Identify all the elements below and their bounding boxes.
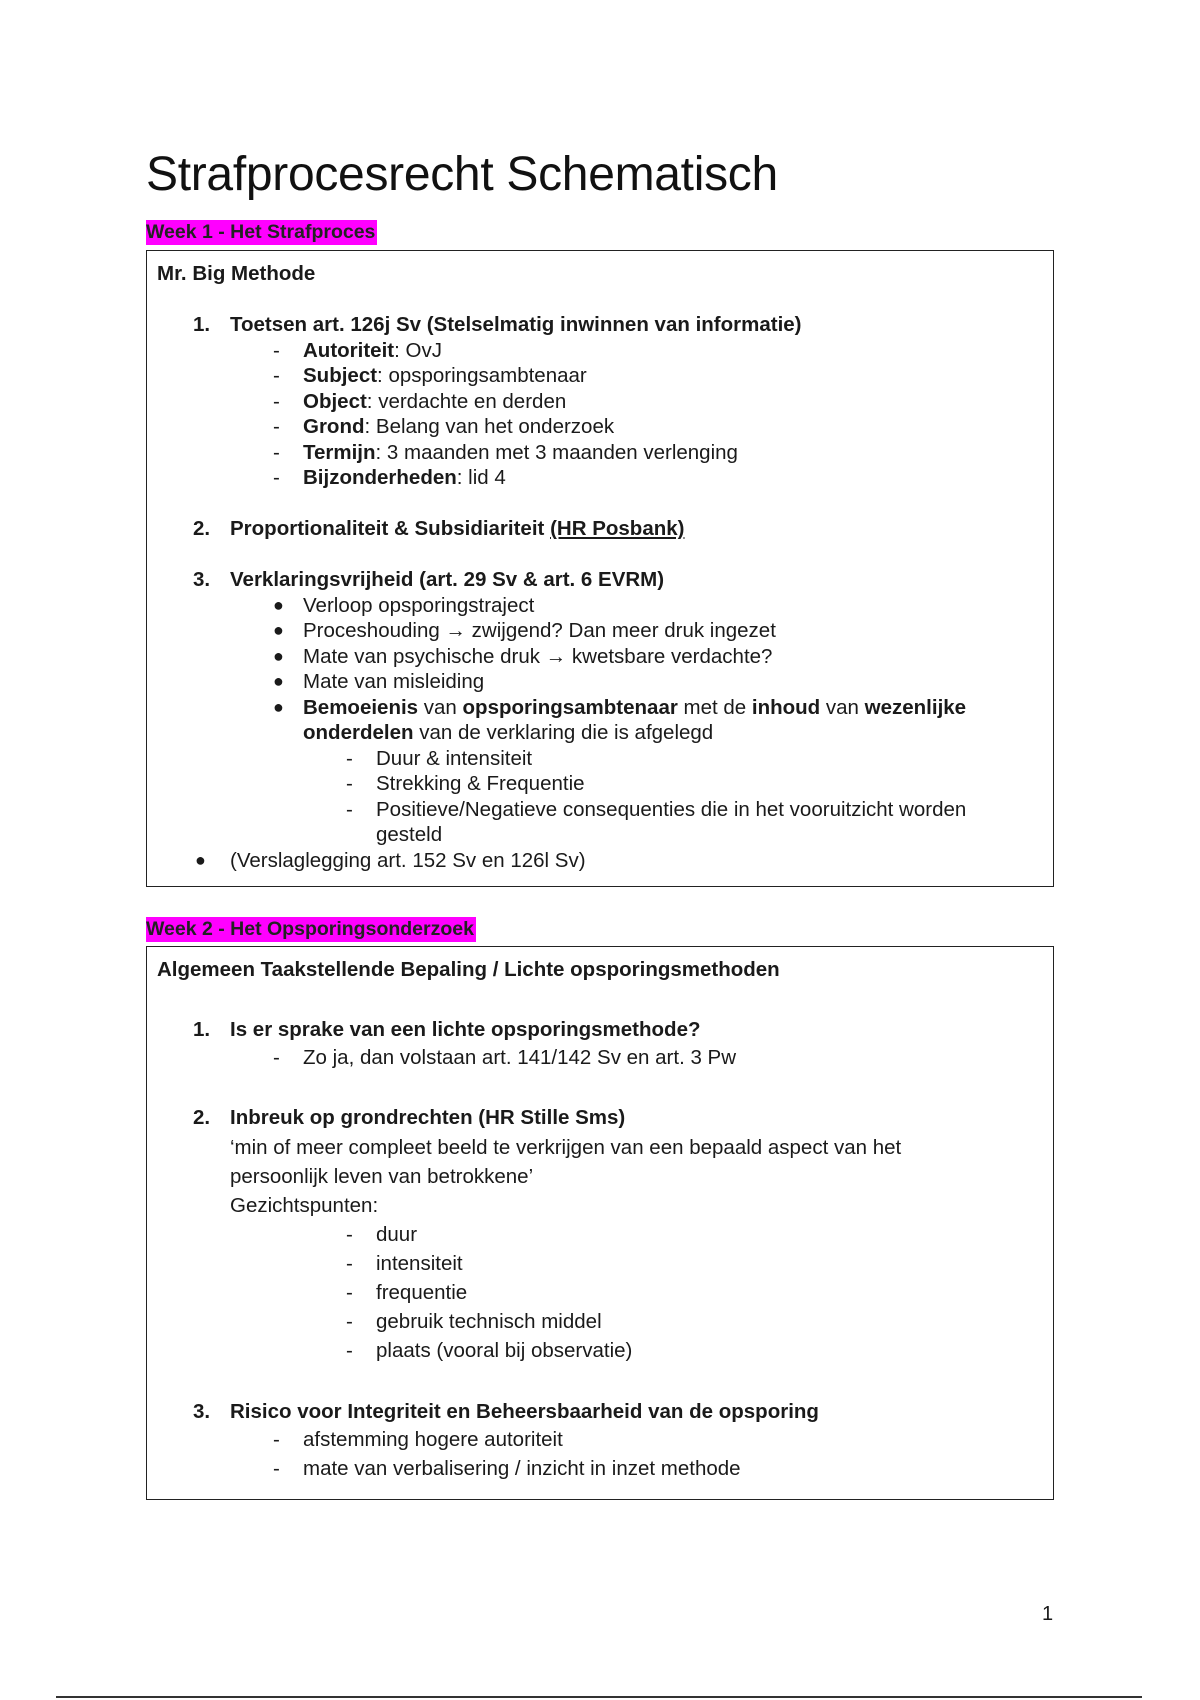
week1-item2-heading: Proportionaliteit & Subsidiariteit [230,517,551,540]
week2-item2-label: Gezichtspunten: [230,1194,379,1217]
week2-item2 [157,1105,1043,1131]
week2-label: Week 2 - Het Opsporingsonderzoek [146,918,474,940]
week1-box-title: Mr. Big Methode [157,262,316,285]
dash-icon: - [273,338,280,362]
week2-item3-num: 3. [193,1400,211,1423]
week1-item1-num: 1. [193,313,211,336]
week2-item1 [157,1017,1043,1043]
week1-item2 [157,516,1043,542]
list-item: ● Bemoeienis van opsporingsambtenaar met de inhoud van wezenlijke onderdelen van de verklaring die is afgelegd [273,695,967,744]
list-item: - Zo ja, dan volstaan art. 141/142 Sv en art. 3 Pw [273,1046,737,1069]
list-item: - mate van verbalisering / inzicht in inzet methode [157,1454,1043,1483]
dash-icon: - [346,797,353,821]
week2-box [146,946,1054,1500]
footer-divider [56,1696,1142,1698]
list-item: - duur [157,1220,1043,1249]
week2-item3 [157,1399,1043,1425]
list-item: - Termijn: 3 maanden met 3 maanden verlenging [273,440,738,464]
bullet-icon: ● [273,594,284,615]
dash-icon: - [346,746,353,770]
week2-item2-num: 2. [193,1105,211,1129]
dash-icon: - [273,1456,280,1480]
dash-icon: - [273,1427,280,1451]
list-item: - gebruik technisch middel [157,1307,1043,1336]
bullet-icon: ● [273,671,284,691]
dash-icon: - [346,1310,353,1333]
bullet-icon: ● [273,645,284,666]
week1-item3-bullets [157,593,1043,848]
page-number: 1 [1042,1603,1054,1625]
list-item: - Subject: opsporingsambtenaar [273,364,587,387]
week1-footer-bullet: ● (Verslaglegging art. 152 Sv en 126l Sv) [195,848,586,872]
dash-icon: - [273,364,280,387]
week2-item2-sublist [157,1220,1043,1365]
list-item: - plaats (vooral bij observatie) [157,1336,1043,1365]
list-item: ● Verloop opsporingstraject [273,593,535,617]
list-item: - intensiteit [157,1249,1043,1278]
list-item: - Autoriteit: OvJ [273,338,442,362]
week1-item1-heading: Toetsen art. 126j Sv (Stelselmatig inwinnen van informatie) [230,313,802,336]
week1-item1-sublist [157,338,1043,491]
list-item: ● Mate van psychische druk → kwetsbare verdachte? [273,644,773,668]
bullet-icon: ● [273,696,284,717]
list-item: - Bijzonderheden: lid 4 [273,466,506,489]
dash-icon: - [273,389,280,413]
dash-icon: - [346,1281,353,1304]
list-item: - Duur & intensiteit [346,746,533,770]
dash-icon: - [346,1223,353,1246]
week1-item1 [157,312,1043,338]
week2-item3-heading: Risico voor Integriteit en Beheersbaarheid van de opsporing [230,1400,819,1423]
list-item: - Grond: Belang van het onderzoek [273,415,615,438]
dash-icon: - [273,1046,280,1069]
week1-box [146,250,1054,887]
list-item: - frequentie [157,1278,1043,1307]
document-title: Strafprocesrecht Schematisch [146,148,778,201]
week1-item3 [157,567,1043,593]
list-item: ● Proceshouding → zwijgend? Dan meer druk ingezet [273,619,776,642]
bullet-icon: ● [195,849,206,870]
list-item: ● Mate van misleiding [273,670,485,693]
week2-item1-num: 1. [193,1017,211,1041]
dash-icon: - [346,1339,353,1362]
week1-item3-heading: Verklaringsvrijheid (art. 29 Sv & art. 6 EVRM) [230,568,665,591]
hr-posbank-reference: (HR Posbank) [550,517,685,540]
dash-icon: - [346,772,353,795]
week1-item2-num: 2. [193,517,211,540]
week1-item3-num: 3. [193,568,211,591]
dash-icon: - [346,1252,353,1275]
week2-item1-heading: Is er sprake van een lichte opsporingsmethode? [230,1017,701,1041]
week2-box-title: Algemeen Taakstellende Bepaling / Lichte opsporingsmethoden [157,958,780,981]
list-item: - Positieve/Negatieve consequenties die in het vooruitzicht worden gesteld [346,797,967,846]
week1-label: Week 1 - Het Strafproces [146,221,376,243]
dash-icon: - [273,440,280,464]
week2-item2-heading: Inbreuk op grondrechten (HR Stille Sms) [230,1105,626,1129]
bullet-icon: ● [273,620,284,640]
list-item: - Object: verdachte en derden [273,389,567,413]
dash-icon: - [273,466,280,489]
dash-icon: - [273,415,280,438]
list-item: - Strekking & Frequentie [346,772,585,795]
week2-item2-quote: ‘min of meer compleet beeld te verkrijgen van een bepaald aspect van het persoonlijk leven van betrokkene’ [230,1136,902,1188]
list-item: - afstemming hogere autoriteit [157,1425,1043,1454]
